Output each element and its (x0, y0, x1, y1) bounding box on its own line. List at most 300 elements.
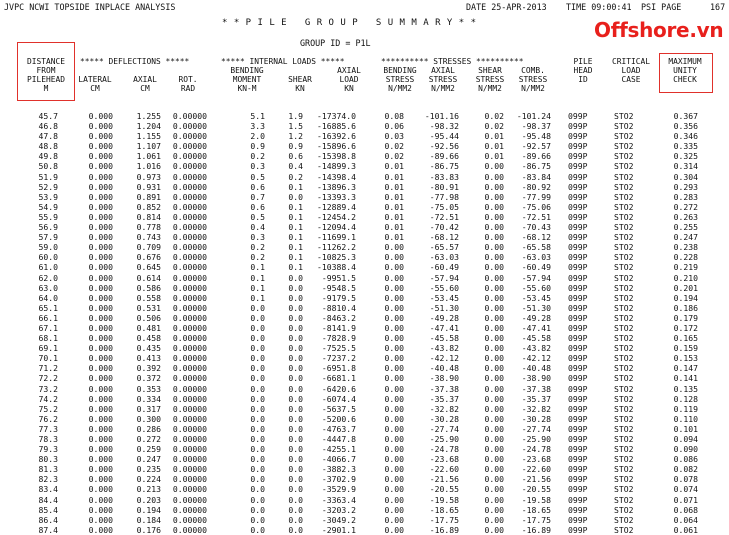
table-row (0, 121, 729, 131)
cell-critical-load: STO2 (614, 474, 634, 485)
table-row (0, 262, 729, 272)
cell-shear-stress: 0.00 (484, 363, 504, 374)
cell-distance: 59.0 (38, 242, 58, 253)
cell-unity-check: 0.165 (673, 333, 698, 344)
cell-shear: 0.0 (288, 464, 303, 475)
cell-shear-stress: 0.00 (484, 454, 504, 465)
cell-rotation: 0.00000 (172, 161, 207, 172)
cell-bending-stress: 0.00 (384, 383, 404, 394)
table-row (0, 484, 729, 494)
cell-shear-stress: 0.00 (484, 302, 504, 313)
cell-lateral: 0.000 (88, 211, 113, 222)
cell-shear-stress: 0.00 (484, 171, 504, 182)
page-number: 167 (710, 2, 726, 12)
cell-shear: 0.0 (288, 312, 303, 323)
cell-bending-stress: 0.01 (384, 222, 404, 233)
table-row (0, 414, 729, 424)
cell-pile-head-id: 099P (568, 111, 588, 121)
table-row (0, 474, 729, 484)
cell-axial-defl: 1.155 (136, 131, 161, 142)
cell-shear: 0.0 (288, 282, 303, 293)
cell-critical-load: STO2 (614, 111, 634, 121)
cell-shear-stress: 0.00 (484, 494, 504, 505)
cell-unity-check: 0.201 (673, 282, 698, 293)
cell-axial-stress: -20.55 (429, 484, 459, 495)
cell-comb-stress: -51.30 (521, 302, 551, 313)
cell-axial-load: -16392.6 (317, 131, 356, 142)
cell-axial-defl: 0.481 (136, 322, 161, 333)
cell-comb-stress: -77.99 (521, 191, 551, 202)
cell-rotation: 0.00000 (172, 413, 207, 424)
cell-shear: 0.0 (288, 322, 303, 333)
cell-axial-stress: -57.94 (429, 272, 459, 283)
cell-axial-load: -3529.9 (321, 484, 356, 495)
cell-axial-defl: 0.814 (136, 211, 161, 222)
cell-axial-load: -3363.4 (321, 494, 356, 505)
cell-bending-moment: 0.4 (250, 222, 265, 233)
cell-bending-moment: 0.0 (250, 353, 265, 364)
cell-shear: 1.9 (288, 111, 303, 121)
table-row (0, 222, 729, 232)
cell-distance: 53.9 (38, 191, 58, 202)
cell-axial-stress: -98.32 (429, 121, 459, 132)
cell-unity-check: 0.119 (673, 403, 698, 414)
cell-bending-stress: 0.00 (384, 242, 404, 253)
cell-axial-load: -17374.0 (317, 111, 356, 121)
cell-unity-check: 0.090 (673, 444, 698, 455)
cell-axial-stress: -72.51 (429, 211, 459, 222)
cell-bending-stress: 0.00 (384, 363, 404, 374)
cell-bending-moment: 0.0 (250, 504, 265, 515)
cell-bending-stress: 0.08 (384, 111, 404, 121)
cell-shear: 0.0 (288, 434, 303, 444)
cell-distance: 72.2 (38, 373, 58, 384)
cell-critical-load: STO2 (614, 171, 634, 182)
cell-axial-stress: -21.56 (429, 474, 459, 485)
cell-critical-load: STO2 (614, 383, 634, 394)
cell-bending-stress: 0.00 (384, 494, 404, 505)
cell-distance: 61.0 (38, 262, 58, 273)
cell-shear: 0.0 (288, 353, 303, 364)
cell-lateral: 0.000 (88, 242, 113, 253)
table-row (0, 161, 729, 171)
cell-shear-stress: 0.00 (484, 312, 504, 323)
cell-pile-head-id: 099P (568, 353, 588, 364)
cell-distance: 78.3 (38, 434, 58, 444)
cell-bending-stress: 0.00 (384, 322, 404, 333)
cell-bending-moment: 0.0 (250, 383, 265, 394)
cell-distance: 54.9 (38, 201, 58, 212)
cell-lateral: 0.000 (88, 302, 113, 313)
cell-axial-load: -4447.8 (321, 434, 356, 444)
table-row (0, 273, 729, 283)
cell-bending-stress: 0.00 (384, 262, 404, 273)
cell-axial-load: -6951.8 (321, 363, 356, 374)
cell-comb-stress: -45.58 (521, 333, 551, 344)
cell-pile-head-id: 099P (568, 211, 588, 222)
cell-bending-moment: 0.1 (250, 282, 265, 293)
cell-lateral: 0.000 (88, 363, 113, 374)
cell-unity-check: 0.346 (673, 131, 698, 142)
cell-lateral: 0.000 (88, 151, 113, 162)
column-header-shear-stress: SHEAR STRESS N/MM2 (475, 66, 505, 93)
cell-shear: 0.0 (288, 333, 303, 344)
cell-critical-load: STO2 (614, 312, 634, 323)
cell-shear: 0.1 (288, 242, 303, 253)
cell-shear: 0.0 (288, 403, 303, 414)
cell-pile-head-id: 099P (568, 474, 588, 485)
cell-pile-head-id: 099P (568, 464, 588, 475)
cell-bending-moment: 0.0 (250, 363, 265, 374)
cell-shear-stress: 0.00 (484, 464, 504, 475)
cell-distance: 50.8 (38, 161, 58, 172)
cell-shear: 0.4 (288, 161, 303, 172)
cell-shear-stress: 0.00 (484, 282, 504, 293)
cell-shear: 0.1 (288, 262, 303, 273)
cell-unity-check: 0.172 (673, 322, 698, 333)
cell-shear-stress: 0.00 (484, 514, 504, 525)
cell-shear-stress: 0.00 (484, 252, 504, 263)
cell-comb-stress: -80.92 (521, 181, 551, 192)
table-row (0, 505, 729, 515)
cell-critical-load: STO2 (614, 161, 634, 172)
cell-bending-stress: 0.00 (384, 312, 404, 323)
cell-bending-moment: 0.9 (250, 141, 265, 152)
cell-rotation: 0.00000 (172, 373, 207, 384)
cell-distance: 81.3 (38, 464, 58, 475)
cell-lateral: 0.000 (88, 524, 113, 535)
column-header-axial-load: AXIAL LOAD KN (337, 66, 361, 93)
cell-bending-moment: 0.2 (250, 242, 265, 253)
cell-rotation: 0.00000 (172, 151, 207, 162)
cell-shear-stress: 0.00 (484, 383, 504, 394)
cell-lateral: 0.000 (88, 222, 113, 233)
cell-bending-stress: 0.00 (384, 292, 404, 303)
cell-comb-stress: -30.28 (521, 413, 551, 424)
cell-comb-stress: -55.60 (521, 282, 551, 293)
cell-axial-stress: -55.60 (429, 282, 459, 293)
cell-comb-stress: -37.38 (521, 383, 551, 394)
cell-bending-moment: 0.2 (250, 151, 265, 162)
table-row (0, 404, 729, 414)
cell-unity-check: 0.304 (673, 171, 698, 182)
cell-shear-stress: 0.00 (484, 434, 504, 444)
cell-distance: 49.8 (38, 151, 58, 162)
cell-shear-stress: 0.00 (484, 201, 504, 212)
cell-pile-head-id: 099P (568, 121, 588, 132)
cell-shear-stress: 0.00 (484, 211, 504, 222)
cell-bending-stress: 0.00 (384, 272, 404, 283)
cell-bending-moment: 0.0 (250, 333, 265, 344)
cell-comb-stress: -95.48 (521, 131, 551, 142)
cell-axial-stress: -37.38 (429, 383, 459, 394)
column-header-unity-check: MAXIMUM UNITY CHECK (668, 57, 702, 84)
cell-rotation: 0.00000 (172, 363, 207, 374)
cell-unity-check: 0.153 (673, 353, 698, 364)
cell-pile-head-id: 099P (568, 413, 588, 424)
cell-comb-stress: -75.06 (521, 201, 551, 212)
cell-bending-stress: 0.00 (384, 474, 404, 485)
cell-bending-moment: 0.1 (250, 292, 265, 303)
cell-axial-defl: 0.334 (136, 393, 161, 404)
cell-critical-load: STO2 (614, 151, 634, 162)
cell-unity-check: 0.159 (673, 343, 698, 354)
cell-axial-defl: 0.203 (136, 494, 161, 505)
cell-lateral: 0.000 (88, 484, 113, 495)
cell-shear: 0.1 (288, 181, 303, 192)
cell-shear: 0.0 (288, 292, 303, 303)
cell-axial-stress: -40.48 (429, 363, 459, 374)
cell-lateral: 0.000 (88, 333, 113, 344)
cell-axial-stress: -16.89 (429, 524, 459, 535)
cell-critical-load: STO2 (614, 504, 634, 515)
cell-comb-stress: -65.58 (521, 242, 551, 253)
cell-pile-head-id: 099P (568, 434, 588, 444)
column-header-axial-defl: AXIAL CM (133, 75, 157, 93)
cell-axial-stress: -92.56 (429, 141, 459, 152)
cell-rotation: 0.00000 (172, 403, 207, 414)
cell-axial-stress: -32.82 (429, 403, 459, 414)
cell-comb-stress: -35.37 (521, 393, 551, 404)
cell-comb-stress: -86.75 (521, 161, 551, 172)
cell-bending-stress: 0.01 (384, 171, 404, 182)
cell-unity-check: 0.128 (673, 393, 698, 404)
cell-rotation: 0.00000 (172, 292, 207, 303)
pile-summary-table (0, 111, 729, 535)
table-row (0, 424, 729, 434)
watermark-logo: Offshore.vn (594, 18, 724, 42)
cell-axial-defl: 0.286 (136, 423, 161, 434)
cell-rotation: 0.00000 (172, 171, 207, 182)
cell-bending-stress: 0.00 (384, 343, 404, 354)
cell-lateral: 0.000 (88, 393, 113, 404)
table-row (0, 232, 729, 242)
cell-unity-check: 0.255 (673, 222, 698, 233)
cell-distance: 67.1 (38, 322, 58, 333)
cell-pile-head-id: 099P (568, 524, 588, 535)
cell-axial-defl: 0.372 (136, 373, 161, 384)
cell-bending-stress: 0.01 (384, 161, 404, 172)
table-row (0, 212, 729, 222)
cell-axial-load: -5200.6 (321, 413, 356, 424)
cell-comb-stress: -23.68 (521, 454, 551, 465)
cell-comb-stress: -92.57 (521, 141, 551, 152)
cell-unity-check: 0.061 (673, 524, 698, 535)
cell-shear: 0.0 (288, 444, 303, 455)
cell-axial-stress: -49.28 (429, 312, 459, 323)
cell-shear-stress: 0.00 (484, 444, 504, 455)
cell-critical-load: STO2 (614, 413, 634, 424)
table-row (0, 464, 729, 474)
summary-title: * * P I L E G R O U P S U M M A R Y * * (222, 18, 477, 28)
cell-axial-defl: 0.247 (136, 454, 161, 465)
cell-unity-check: 0.247 (673, 232, 698, 243)
cell-distance: 55.9 (38, 211, 58, 222)
cell-axial-stress: -65.57 (429, 242, 459, 253)
cell-axial-load: -11699.1 (317, 232, 356, 243)
cell-comb-stress: -18.65 (521, 504, 551, 515)
report-time: TIME 09:00:41 (566, 2, 632, 12)
cell-axial-stress: -70.42 (429, 222, 459, 233)
cell-distance: 71.2 (38, 363, 58, 374)
cell-pile-head-id: 099P (568, 272, 588, 283)
cell-bending-stress: 0.00 (384, 393, 404, 404)
cell-comb-stress: -53.45 (521, 292, 551, 303)
column-header-bending-moment: BENDING MOMENT KN-M (230, 66, 264, 93)
cell-comb-stress: -63.03 (521, 252, 551, 263)
cell-bending-moment: 0.2 (250, 252, 265, 263)
cell-axial-load: -2901.1 (321, 524, 356, 535)
cell-axial-load: -9951.5 (321, 272, 356, 283)
cell-shear: 0.0 (288, 272, 303, 283)
table-row (0, 363, 729, 373)
cell-bending-moment: 0.0 (250, 494, 265, 505)
cell-distance: 47.8 (38, 131, 58, 142)
cell-bending-moment: 0.0 (250, 403, 265, 414)
cell-critical-load: STO2 (614, 201, 634, 212)
cell-shear-stress: 0.00 (484, 191, 504, 202)
column-header-critical-load: CRITICAL LOAD CASE (611, 57, 650, 84)
cell-pile-head-id: 099P (568, 201, 588, 212)
cell-unity-check: 0.135 (673, 383, 698, 394)
cell-critical-load: STO2 (614, 222, 634, 233)
cell-critical-load: STO2 (614, 191, 634, 202)
cell-axial-stress: -86.75 (429, 161, 459, 172)
cell-bending-stress: 0.01 (384, 211, 404, 222)
cell-rotation: 0.00000 (172, 494, 207, 505)
cell-pile-head-id: 099P (568, 504, 588, 515)
table-row (0, 172, 729, 182)
cell-axial-load: -9179.5 (321, 292, 356, 303)
cell-critical-load: STO2 (614, 484, 634, 495)
cell-unity-check: 0.293 (673, 181, 698, 192)
cell-axial-load: -3049.2 (321, 514, 356, 525)
cell-shear: 0.0 (288, 191, 303, 202)
cell-pile-head-id: 099P (568, 171, 588, 182)
table-row (0, 182, 729, 192)
table-row (0, 293, 729, 303)
cell-lateral: 0.000 (88, 444, 113, 455)
cell-shear-stress: 0.00 (484, 242, 504, 253)
cell-rotation: 0.00000 (172, 111, 207, 121)
cell-critical-load: STO2 (614, 403, 634, 414)
cell-axial-stress: -27.74 (429, 423, 459, 434)
cell-rotation: 0.00000 (172, 464, 207, 475)
cell-unity-check: 0.094 (673, 434, 698, 444)
cell-axial-load: -3702.9 (321, 474, 356, 485)
cell-axial-defl: 0.645 (136, 262, 161, 273)
cell-pile-head-id: 099P (568, 514, 588, 525)
cell-lateral: 0.000 (88, 232, 113, 243)
cell-lateral: 0.000 (88, 474, 113, 485)
cell-critical-load: STO2 (614, 363, 634, 374)
cell-distance: 74.2 (38, 393, 58, 404)
cell-rotation: 0.00000 (172, 504, 207, 515)
cell-axial-load: -10825.3 (317, 252, 356, 263)
cell-distance: 77.3 (38, 423, 58, 434)
cell-axial-defl: 1.204 (136, 121, 161, 132)
cell-critical-load: STO2 (614, 232, 634, 243)
cell-pile-head-id: 099P (568, 403, 588, 414)
cell-axial-load: -6681.1 (321, 373, 356, 384)
cell-axial-stress: -43.82 (429, 343, 459, 354)
cell-rotation: 0.00000 (172, 514, 207, 525)
cell-axial-defl: 0.676 (136, 252, 161, 263)
cell-unity-check: 0.219 (673, 262, 698, 273)
cell-pile-head-id: 099P (568, 423, 588, 434)
table-row (0, 131, 729, 141)
table-row (0, 242, 729, 252)
cell-bending-stress: 0.00 (384, 252, 404, 263)
cell-comb-stress: -43.82 (521, 343, 551, 354)
cell-unity-check: 0.086 (673, 454, 698, 465)
cell-shear: 0.0 (288, 454, 303, 465)
cell-distance: 51.9 (38, 171, 58, 182)
cell-comb-stress: -60.49 (521, 262, 551, 273)
cell-bending-stress: 0.00 (384, 484, 404, 495)
cell-bending-stress: 0.00 (384, 504, 404, 515)
cell-critical-load: STO2 (614, 242, 634, 253)
cell-lateral: 0.000 (88, 373, 113, 384)
cell-bending-moment: 0.0 (250, 444, 265, 455)
table-row (0, 343, 729, 353)
cell-lateral: 0.000 (88, 252, 113, 263)
cell-unity-check: 0.082 (673, 464, 698, 475)
cell-axial-load: -12094.4 (317, 222, 356, 233)
cell-comb-stress: -17.75 (521, 514, 551, 525)
cell-axial-defl: 0.184 (136, 514, 161, 525)
cell-axial-stress: -30.28 (429, 413, 459, 424)
cell-pile-head-id: 099P (568, 312, 588, 323)
cell-axial-defl: 0.392 (136, 363, 161, 374)
cell-comb-stress: -68.12 (521, 232, 551, 243)
cell-axial-load: -8141.9 (321, 322, 356, 333)
table-row (0, 373, 729, 383)
cell-axial-load: -7828.9 (321, 333, 356, 344)
table-row (0, 323, 729, 333)
cell-axial-defl: 0.852 (136, 201, 161, 212)
cell-axial-load: -14398.4 (317, 171, 356, 182)
cell-shear-stress: 0.00 (484, 484, 504, 495)
cell-distance: 83.4 (38, 484, 58, 495)
cell-axial-defl: 0.931 (136, 181, 161, 192)
cell-lateral: 0.000 (88, 464, 113, 475)
table-row (0, 454, 729, 464)
cell-axial-load: -13393.3 (317, 191, 356, 202)
cell-axial-stress: -42.12 (429, 353, 459, 364)
cell-axial-load: -15398.8 (317, 151, 356, 162)
cell-rotation: 0.00000 (172, 353, 207, 364)
cell-axial-stress: -45.58 (429, 333, 459, 344)
table-row (0, 394, 729, 404)
table-row (0, 111, 729, 121)
cell-axial-load: -7525.5 (321, 343, 356, 354)
cell-axial-load: -8463.2 (321, 312, 356, 323)
cell-distance: 69.1 (38, 343, 58, 354)
cell-rotation: 0.00000 (172, 242, 207, 253)
table-row (0, 252, 729, 262)
cell-bending-stress: 0.01 (384, 181, 404, 192)
cell-axial-stress: -63.03 (429, 252, 459, 263)
cell-comb-stress: -25.90 (521, 434, 551, 444)
cell-bending-stress: 0.00 (384, 373, 404, 384)
cell-rotation: 0.00000 (172, 393, 207, 404)
cell-axial-stress: -75.05 (429, 201, 459, 212)
cell-axial-defl: 0.300 (136, 413, 161, 424)
cell-axial-stress: -35.37 (429, 393, 459, 404)
cell-shear: 1.5 (288, 121, 303, 132)
cell-lateral: 0.000 (88, 201, 113, 212)
